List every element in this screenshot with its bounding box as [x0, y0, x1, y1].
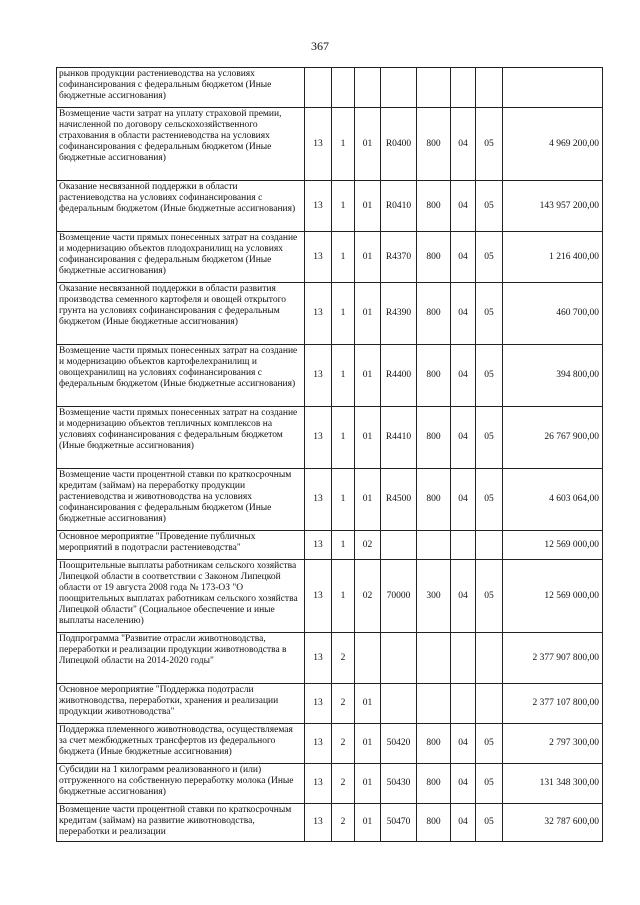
- amount: 2 797 300,00: [503, 724, 603, 764]
- amount: 2 377 907 800,00: [503, 633, 603, 684]
- code-expense-type: [417, 531, 451, 560]
- code-subprogram: 2: [332, 764, 355, 804]
- code-gp: 13: [305, 804, 332, 842]
- code-section: 04: [451, 560, 476, 633]
- amount: 12 569 000,00: [503, 560, 603, 633]
- amount: 4 969 200,00: [503, 108, 603, 181]
- code-gp: [305, 68, 332, 108]
- amount: 12 569 000,00: [503, 531, 603, 560]
- code-direction: R4370: [381, 232, 417, 283]
- row-name: Поощрительные выплаты работникам сельского хозяйства Липецкой области в соответствии с Законом Липецкой области от 19 августа 2008 года № 173-ОЗ "О поощрительных выплатах работникам сельского хозяйства Липецкой области" (Социальное обеспечение и иные выплаты населению): [57, 560, 305, 633]
- row-name: Возмещение части прямых понесенных затрат на создание и модернизацию объектов плодохранилищ на условиях софинансирования с федеральным бюджетом (Иные бюджетные ассигнования): [57, 232, 305, 283]
- code-section: 04: [451, 724, 476, 764]
- code-direction: R0400: [381, 108, 417, 181]
- code-direction: 50470: [381, 804, 417, 842]
- code-gp: 13: [305, 531, 332, 560]
- table-row: [57, 283, 603, 345]
- amount: 131 348 300,00: [503, 764, 603, 804]
- code-main-event: 01: [355, 181, 381, 232]
- code-expense-type: [417, 684, 451, 724]
- code-gp: 13: [305, 108, 332, 181]
- row-name: Возмещение части процентной ставки по краткосрочным кредитам (займам) на переработку продукции растениеводства и животноводства на условиях софинансирования с федеральным бюджетом (Иные бюджетные ассигнования): [57, 469, 305, 531]
- code-direction: 50430: [381, 764, 417, 804]
- amount: 1 216 400,00: [503, 232, 603, 283]
- row-name: Субсидии на 1 килограмм реализованного и (или) отгруженного на собственную переработку молока (Иные бюджетные ассигнования): [57, 764, 305, 804]
- code-direction: [381, 633, 417, 684]
- row-name: Возмещение части прямых понесенных затрат на создание и модернизацию объектов тепличных комплексов на условиях софинансирования с федеральным бюджетом (Иные бюджетные ассигнования): [57, 407, 305, 469]
- code-subsection: 05: [476, 108, 503, 181]
- table-row: [57, 633, 603, 684]
- code-main-event: [355, 68, 381, 108]
- code-gp: 13: [305, 633, 332, 684]
- amount: 460 700,00: [503, 283, 603, 345]
- code-subsection: 05: [476, 560, 503, 633]
- code-section: [451, 684, 476, 724]
- row-name: Возмещение части прямых понесенных затрат на создание и модернизацию объектов картофелехранилищ и овощехранилищ на условиях софинансирования с федеральным бюджетом (Иные бюджетные ассигнования): [57, 345, 305, 407]
- code-section: [451, 68, 476, 108]
- row-name: Возмещение части процентной ставки по краткосрочным кредитам (займам) на развитие животноводства, переработки и реализации: [57, 804, 305, 842]
- amount: [503, 68, 603, 108]
- row-name: Оказание несвязанной поддержки в области развития производства семенного картофеля и овощей открытого грунта на условиях софинансирования с федеральным бюджетом (Иные бюджетные ассигнования): [57, 283, 305, 345]
- code-section: 04: [451, 469, 476, 531]
- code-gp: 13: [305, 764, 332, 804]
- code-direction: R0410: [381, 181, 417, 232]
- budget-table: [56, 67, 603, 842]
- code-subprogram: 2: [332, 633, 355, 684]
- code-gp: 13: [305, 407, 332, 469]
- table-row: [57, 804, 603, 842]
- code-subprogram: 1: [332, 407, 355, 469]
- code-expense-type: 300: [417, 560, 451, 633]
- code-subsection: 05: [476, 181, 503, 232]
- code-direction: R4390: [381, 283, 417, 345]
- code-subprogram: [332, 68, 355, 108]
- code-subsection: 05: [476, 407, 503, 469]
- code-section: 04: [451, 764, 476, 804]
- code-expense-type: 800: [417, 469, 451, 531]
- code-subsection: 05: [476, 232, 503, 283]
- code-section: 04: [451, 345, 476, 407]
- amount: 143 957 200,00: [503, 181, 603, 232]
- code-direction: 70000: [381, 560, 417, 633]
- code-subsection: 05: [476, 283, 503, 345]
- row-name: Оказание несвязанной поддержки в области растениеводства на условиях софинансирования с федеральным бюджетом (Иные бюджетные ассигнования): [57, 181, 305, 232]
- code-subprogram: 1: [332, 283, 355, 345]
- code-subsection: 05: [476, 764, 503, 804]
- code-expense-type: 800: [417, 724, 451, 764]
- code-direction: R4500: [381, 469, 417, 531]
- code-gp: 13: [305, 232, 332, 283]
- code-gp: 13: [305, 560, 332, 633]
- code-section: 04: [451, 407, 476, 469]
- page-number: 367: [311, 39, 329, 53]
- code-subsection: 05: [476, 804, 503, 842]
- amount: 32 787 600,00: [503, 804, 603, 842]
- row-name: Основное мероприятие "Поддержка подотрасли животноводства, переработки, хранения и реализации продукции животноводства": [57, 684, 305, 724]
- code-expense-type: 800: [417, 108, 451, 181]
- row-name: рынков продукции растениеводства на условиях софинансирования с федеральным бюджетом (Иные бюджетные ассигнования): [57, 68, 305, 108]
- code-gp: 13: [305, 469, 332, 531]
- code-expense-type: 800: [417, 283, 451, 345]
- code-subprogram: 2: [332, 724, 355, 764]
- code-subprogram: 1: [332, 232, 355, 283]
- code-gp: 13: [305, 283, 332, 345]
- code-section: 04: [451, 804, 476, 842]
- code-main-event: 01: [355, 684, 381, 724]
- code-main-event: 01: [355, 283, 381, 345]
- code-main-event: 01: [355, 764, 381, 804]
- code-main-event: 01: [355, 232, 381, 283]
- code-main-event: 01: [355, 724, 381, 764]
- code-subprogram: 1: [332, 345, 355, 407]
- code-subsection: [476, 531, 503, 560]
- code-expense-type: [417, 633, 451, 684]
- code-subprogram: 1: [332, 469, 355, 531]
- code-section: 04: [451, 181, 476, 232]
- code-gp: 13: [305, 684, 332, 724]
- row-name: Поддержка племенного животноводства, осуществляемая за счет межбюджетных трансфертов из федерального бюджета (Иные бюджетные ассигнования): [57, 724, 305, 764]
- code-expense-type: 800: [417, 232, 451, 283]
- amount: 394 800,00: [503, 345, 603, 407]
- code-subprogram: 2: [332, 804, 355, 842]
- code-subprogram: 1: [332, 108, 355, 181]
- code-gp: 13: [305, 345, 332, 407]
- code-section: [451, 531, 476, 560]
- code-subsection: [476, 684, 503, 724]
- amount: 2 377 107 800,00: [503, 684, 603, 724]
- code-gp: 13: [305, 181, 332, 232]
- code-direction: [381, 68, 417, 108]
- code-section: 04: [451, 283, 476, 345]
- code-subsection: 05: [476, 345, 503, 407]
- code-subsection: 05: [476, 469, 503, 531]
- row-name: Возмещение части затрат на уплату страховой премии, начисленной по договору сельскохозяйственного страхования в области растениеводства на условиях софинансирования с федеральным бюджетом (Иные бюджетные ассигнования): [57, 108, 305, 181]
- code-subprogram: 2: [332, 684, 355, 724]
- amount: 4 603 064,00: [503, 469, 603, 531]
- code-direction: [381, 531, 417, 560]
- code-main-event: 02: [355, 531, 381, 560]
- code-subsection: [476, 633, 503, 684]
- code-gp: 13: [305, 724, 332, 764]
- table-row: [57, 345, 603, 407]
- code-main-event: 02: [355, 560, 381, 633]
- code-main-event: 01: [355, 345, 381, 407]
- code-expense-type: 800: [417, 345, 451, 407]
- code-direction: R4410: [381, 407, 417, 469]
- amount: 26 767 900,00: [503, 407, 603, 469]
- row-name: Основное мероприятие "Проведение публичных мероприятий в подотрасли растениеводства": [57, 531, 305, 560]
- code-section: 04: [451, 232, 476, 283]
- code-subprogram: 1: [332, 531, 355, 560]
- row-name: Подпрограмма "Развитие отрасли животноводства, переработки и реализации продукции животноводства в Липецкой области на 2014-2020 годы": [57, 633, 305, 684]
- code-subsection: 05: [476, 724, 503, 764]
- code-main-event: 01: [355, 407, 381, 469]
- table-row: [57, 181, 603, 232]
- table-row: [57, 407, 603, 469]
- code-direction: [381, 684, 417, 724]
- table-row: [57, 108, 603, 181]
- table-row: [57, 232, 603, 283]
- code-expense-type: 800: [417, 407, 451, 469]
- code-direction: 50420: [381, 724, 417, 764]
- code-expense-type: 800: [417, 804, 451, 842]
- table-row: [57, 764, 603, 804]
- code-expense-type: 800: [417, 764, 451, 804]
- code-direction: R4400: [381, 345, 417, 407]
- code-expense-type: [417, 68, 451, 108]
- code-subsection: [476, 68, 503, 108]
- code-main-event: 01: [355, 108, 381, 181]
- code-main-event: 01: [355, 804, 381, 842]
- table-row: [57, 684, 603, 724]
- code-main-event: [355, 633, 381, 684]
- table-row: [57, 68, 603, 108]
- code-subprogram: 1: [332, 181, 355, 232]
- table-row: [57, 531, 603, 560]
- code-section: 04: [451, 108, 476, 181]
- table-row: [57, 469, 603, 531]
- code-subprogram: 1: [332, 560, 355, 633]
- table-row: [57, 560, 603, 633]
- table-row: [57, 724, 603, 764]
- code-expense-type: 800: [417, 181, 451, 232]
- code-section: [451, 633, 476, 684]
- code-main-event: 01: [355, 469, 381, 531]
